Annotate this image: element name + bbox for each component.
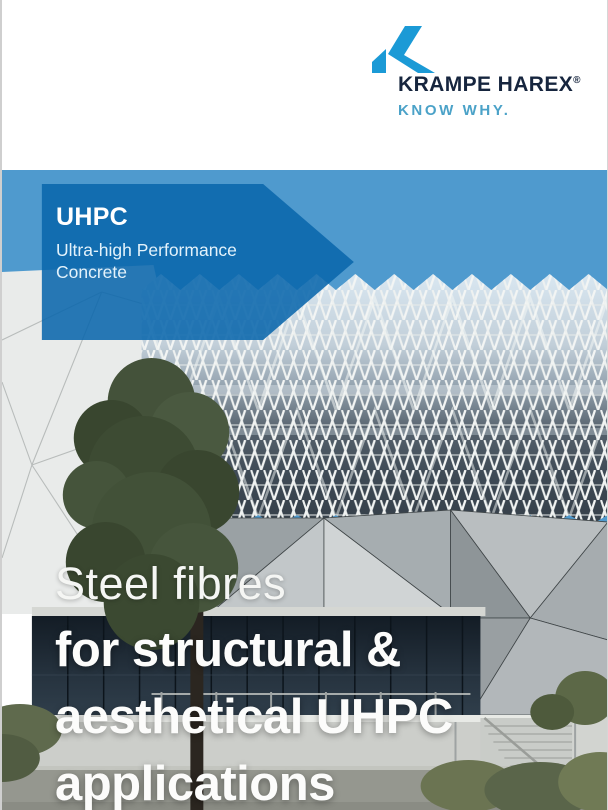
uhpc-banner-text	[56, 203, 237, 283]
headline-light-line: Steel fibres	[55, 558, 287, 609]
registered-mark: ®	[573, 75, 581, 86]
brand-name: KRAMPE HAREX®	[398, 73, 581, 96]
headline-bold-lines: for structural & aesthetical UHPC applications	[55, 623, 453, 810]
cover-photo	[2, 170, 608, 810]
brand-tagline: KNOW WHY.	[398, 102, 511, 119]
krampe-harex-k-icon	[372, 26, 439, 73]
banner-title: UHPC	[56, 203, 129, 231]
brand-logo	[370, 26, 585, 126]
banner-subtitle: Ultra-high Performance Concrete	[56, 240, 237, 282]
cover-headline	[55, 558, 453, 810]
